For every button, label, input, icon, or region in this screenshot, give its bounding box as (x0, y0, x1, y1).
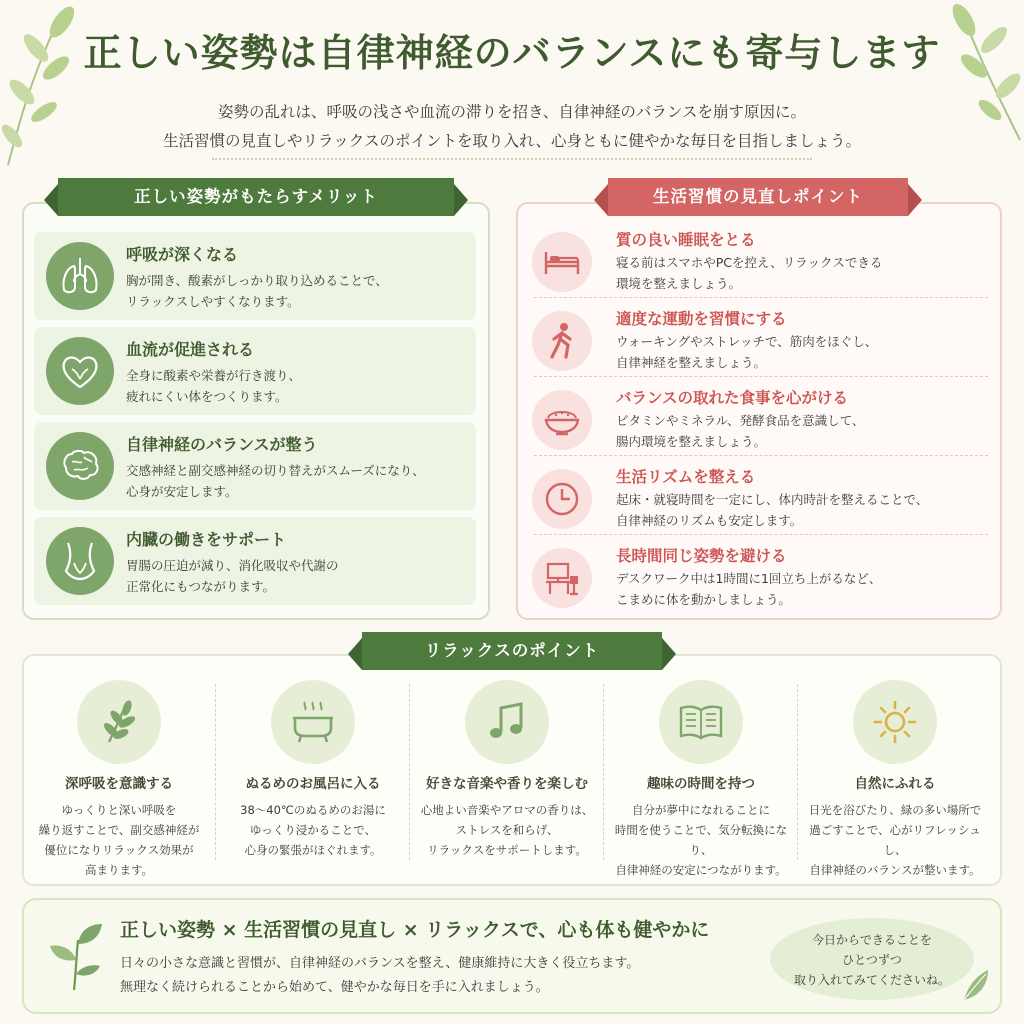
lifestyle-separator (534, 534, 988, 535)
merit-desc-line: 心身が安定します。 (126, 484, 238, 499)
walking-icon (532, 311, 592, 371)
lifestyle-item (526, 542, 992, 614)
page-title: 正しい姿勢は自律神経のバランスにも寄与します (83, 30, 941, 75)
lifestyle-item (526, 226, 992, 298)
relax-heading: リラックスのポイント (362, 632, 662, 670)
merit-card (34, 232, 476, 320)
merit-card (34, 327, 476, 415)
speech-bubble (770, 918, 974, 1000)
lifestyle-item (526, 463, 992, 535)
relax-title: 自然にふれる (854, 776, 936, 792)
lifestyle-heading: 生活習慣の見直しポイント (608, 178, 908, 216)
merit-title: 内臓の働きをサポート (126, 530, 287, 549)
lifestyle-desc-line: 起床・就寝時間を一定にし、体内時計を整えることで、 (616, 492, 929, 507)
merit-description (126, 365, 471, 407)
relax-description (608, 800, 794, 880)
merit-description (126, 555, 471, 597)
merit-desc-line: 疲れにくい体をつくります。 (126, 389, 288, 404)
relax-desc-line: ゆっくりと深い呼吸を (61, 803, 177, 817)
lifestyle-desc-line: こまめに体を動かしましょう。 (616, 592, 792, 607)
bubble-line: ひとつずつ (842, 953, 902, 967)
relax-item (216, 676, 410, 876)
relax-desc-line: 38～40℃のぬるめのお湯に (240, 803, 386, 817)
merit-title: 呼吸が深くなる (126, 245, 239, 264)
merit-desc-line: 胸が開き、酸素がしっかり取り込めることで、 (126, 273, 388, 288)
summary-headline: 正しい姿勢 × 生活習慣の見直し × リラックスで、心も体も健やかに (120, 919, 710, 941)
lifestyle-description (616, 331, 986, 373)
lifestyle-desc-line: 寝る前はスマホやPCを控え、リラックスできる (616, 255, 883, 270)
merit-description (126, 270, 471, 312)
merit-desc-line: リラックスしやすくなります。 (126, 294, 300, 309)
torso-icon (46, 527, 114, 595)
merit-desc-line: 全身に酸素や栄養が行き渡り、 (126, 368, 302, 383)
merit-description (126, 460, 471, 502)
relax-title: 趣味の時間を持つ (647, 776, 755, 792)
relax-desc-line: ゆっくり浸かることで、 (249, 823, 377, 837)
relax-item (604, 676, 798, 876)
relax-description (802, 800, 988, 880)
summary-line: 無理なく続けられることから始めて、健やかな毎日を手に入れましょう。 (120, 980, 549, 995)
sun-icon (853, 680, 937, 764)
lifestyle-desc-line: ウォーキングやストレッチで、筋肉をほぐし、 (616, 334, 878, 349)
merits-heading: 正しい姿勢がもたらすメリット (58, 178, 454, 216)
lifestyle-separator (534, 376, 988, 377)
page-subtitle (0, 98, 1024, 156)
relax-desc-line: 心身の緊張がほぐれます。 (244, 843, 382, 857)
lifestyle-description (616, 252, 986, 294)
relax-desc-line: 心地よい音楽やアロマの香りは、 (420, 803, 594, 817)
lifestyle-desc-line: 環境を整えましょう。 (616, 276, 742, 291)
desk-icon (532, 548, 592, 608)
bubble-line: 取り入れてみてくださいね。 (793, 973, 950, 987)
relax-title: 深呼吸を意識する (65, 776, 173, 792)
lifestyle-title: 生活リズムを整える (616, 468, 756, 486)
small-leaf-icon (960, 968, 990, 1002)
relax-desc-line: 過ごすことで、心がリフレッシュし、 (809, 823, 981, 857)
relax-desc-line: 自律神経のバランスが整います。 (809, 863, 981, 877)
relax-desc-line: 時間を使うことで、気分転換になり、 (614, 823, 788, 857)
lifestyle-desc-line: 自律神経のリズムも安定します。 (616, 513, 803, 528)
lifestyle-title: 長時間同じ姿勢を避ける (616, 547, 787, 565)
rice-bowl-icon (532, 390, 592, 450)
merit-card (34, 422, 476, 510)
merit-desc-line: 胃腸の圧迫が減り、消化吸収や代謝の (126, 558, 339, 573)
relax-desc-line: 自律神経の安定につながります。 (615, 863, 787, 877)
relax-desc-line: リラックスをサポートします。 (427, 843, 587, 857)
brain-icon (46, 432, 114, 500)
merit-desc-line: 交感神経と副交感神経の切り替えがスムーズになり、 (126, 463, 425, 478)
music-note-icon (465, 680, 549, 764)
merit-title: 血流が促進される (126, 340, 255, 359)
relax-description (220, 800, 406, 860)
heart-icon (46, 337, 114, 405)
relax-item (798, 676, 992, 876)
bed-icon (532, 232, 592, 292)
summary-line: 日々の小さな意識と習慣が、自律神経のバランスを整え、健康維持に大きく役立ちます。 (120, 956, 640, 971)
relax-desc-line: 優位になりリラックス効果が (44, 843, 194, 857)
relax-item (22, 676, 216, 876)
relax-title: 好きな音楽や香りを楽しむ (426, 776, 588, 792)
relax-desc-line: 自分が夢中になれることに (632, 803, 770, 817)
header-divider (212, 158, 812, 160)
lifestyle-separator (534, 455, 988, 456)
subtitle-line: 生活習慣の見直しやリラックスのポイントを取り入れ、心身ともに健やかな毎日を目指しましょう。 (163, 132, 861, 150)
lifestyle-desc-line: ビタミンやミネラル、発酵食品を意識して、 (616, 413, 865, 428)
lifestyle-description (616, 489, 986, 531)
lifestyle-title: バランスの取れた食事を心がける (616, 389, 849, 407)
book-icon (659, 680, 743, 764)
lifestyle-description (616, 410, 986, 452)
merit-desc-line: 正常化にもつながります。 (126, 579, 276, 594)
subtitle-line: 姿勢の乱れは、呼吸の浅さや血流の滞りを招き、自律神経のバランスを崩す原因に。 (218, 103, 806, 121)
clock-icon (532, 469, 592, 529)
relax-item (410, 676, 604, 876)
relax-desc-line: ストレスを和らげ、 (455, 823, 559, 837)
relax-desc-line: 日光を浴びたり、緑の多い場所で (808, 803, 982, 817)
merit-title: 自律神経のバランスが整う (126, 435, 318, 454)
lungs-icon (46, 242, 114, 310)
lifestyle-title: 質の良い睡眠をとる (616, 231, 756, 249)
bubble-text (770, 930, 974, 990)
relax-title: ぬるめのお風呂に入る (245, 776, 381, 792)
bubble-line: 今日からできることを (812, 933, 932, 947)
merit-card (34, 517, 476, 605)
lifestyle-item (526, 305, 992, 377)
relax-desc-line: 高まります。 (84, 863, 154, 877)
relax-description (414, 800, 600, 860)
lifestyle-item (526, 384, 992, 456)
summary-text (120, 952, 639, 1000)
leaf-icon (77, 680, 161, 764)
relax-description (26, 800, 212, 880)
lifestyle-desc-line: 腸内環境を整えましょう。 (616, 434, 767, 449)
lifestyle-title: 適度な運動を習慣にする (616, 310, 787, 328)
relax-desc-line: 繰り返すことで、副交感神経が (38, 823, 200, 837)
sprout-icon (46, 920, 108, 992)
lifestyle-desc-line: 自律神経を整えましょう。 (616, 355, 767, 370)
lifestyle-desc-line: デスクワーク中は1時間に1回立ち上がるなど、 (616, 571, 882, 586)
bathtub-icon (271, 680, 355, 764)
lifestyle-description (616, 568, 986, 610)
lifestyle-separator (534, 297, 988, 298)
